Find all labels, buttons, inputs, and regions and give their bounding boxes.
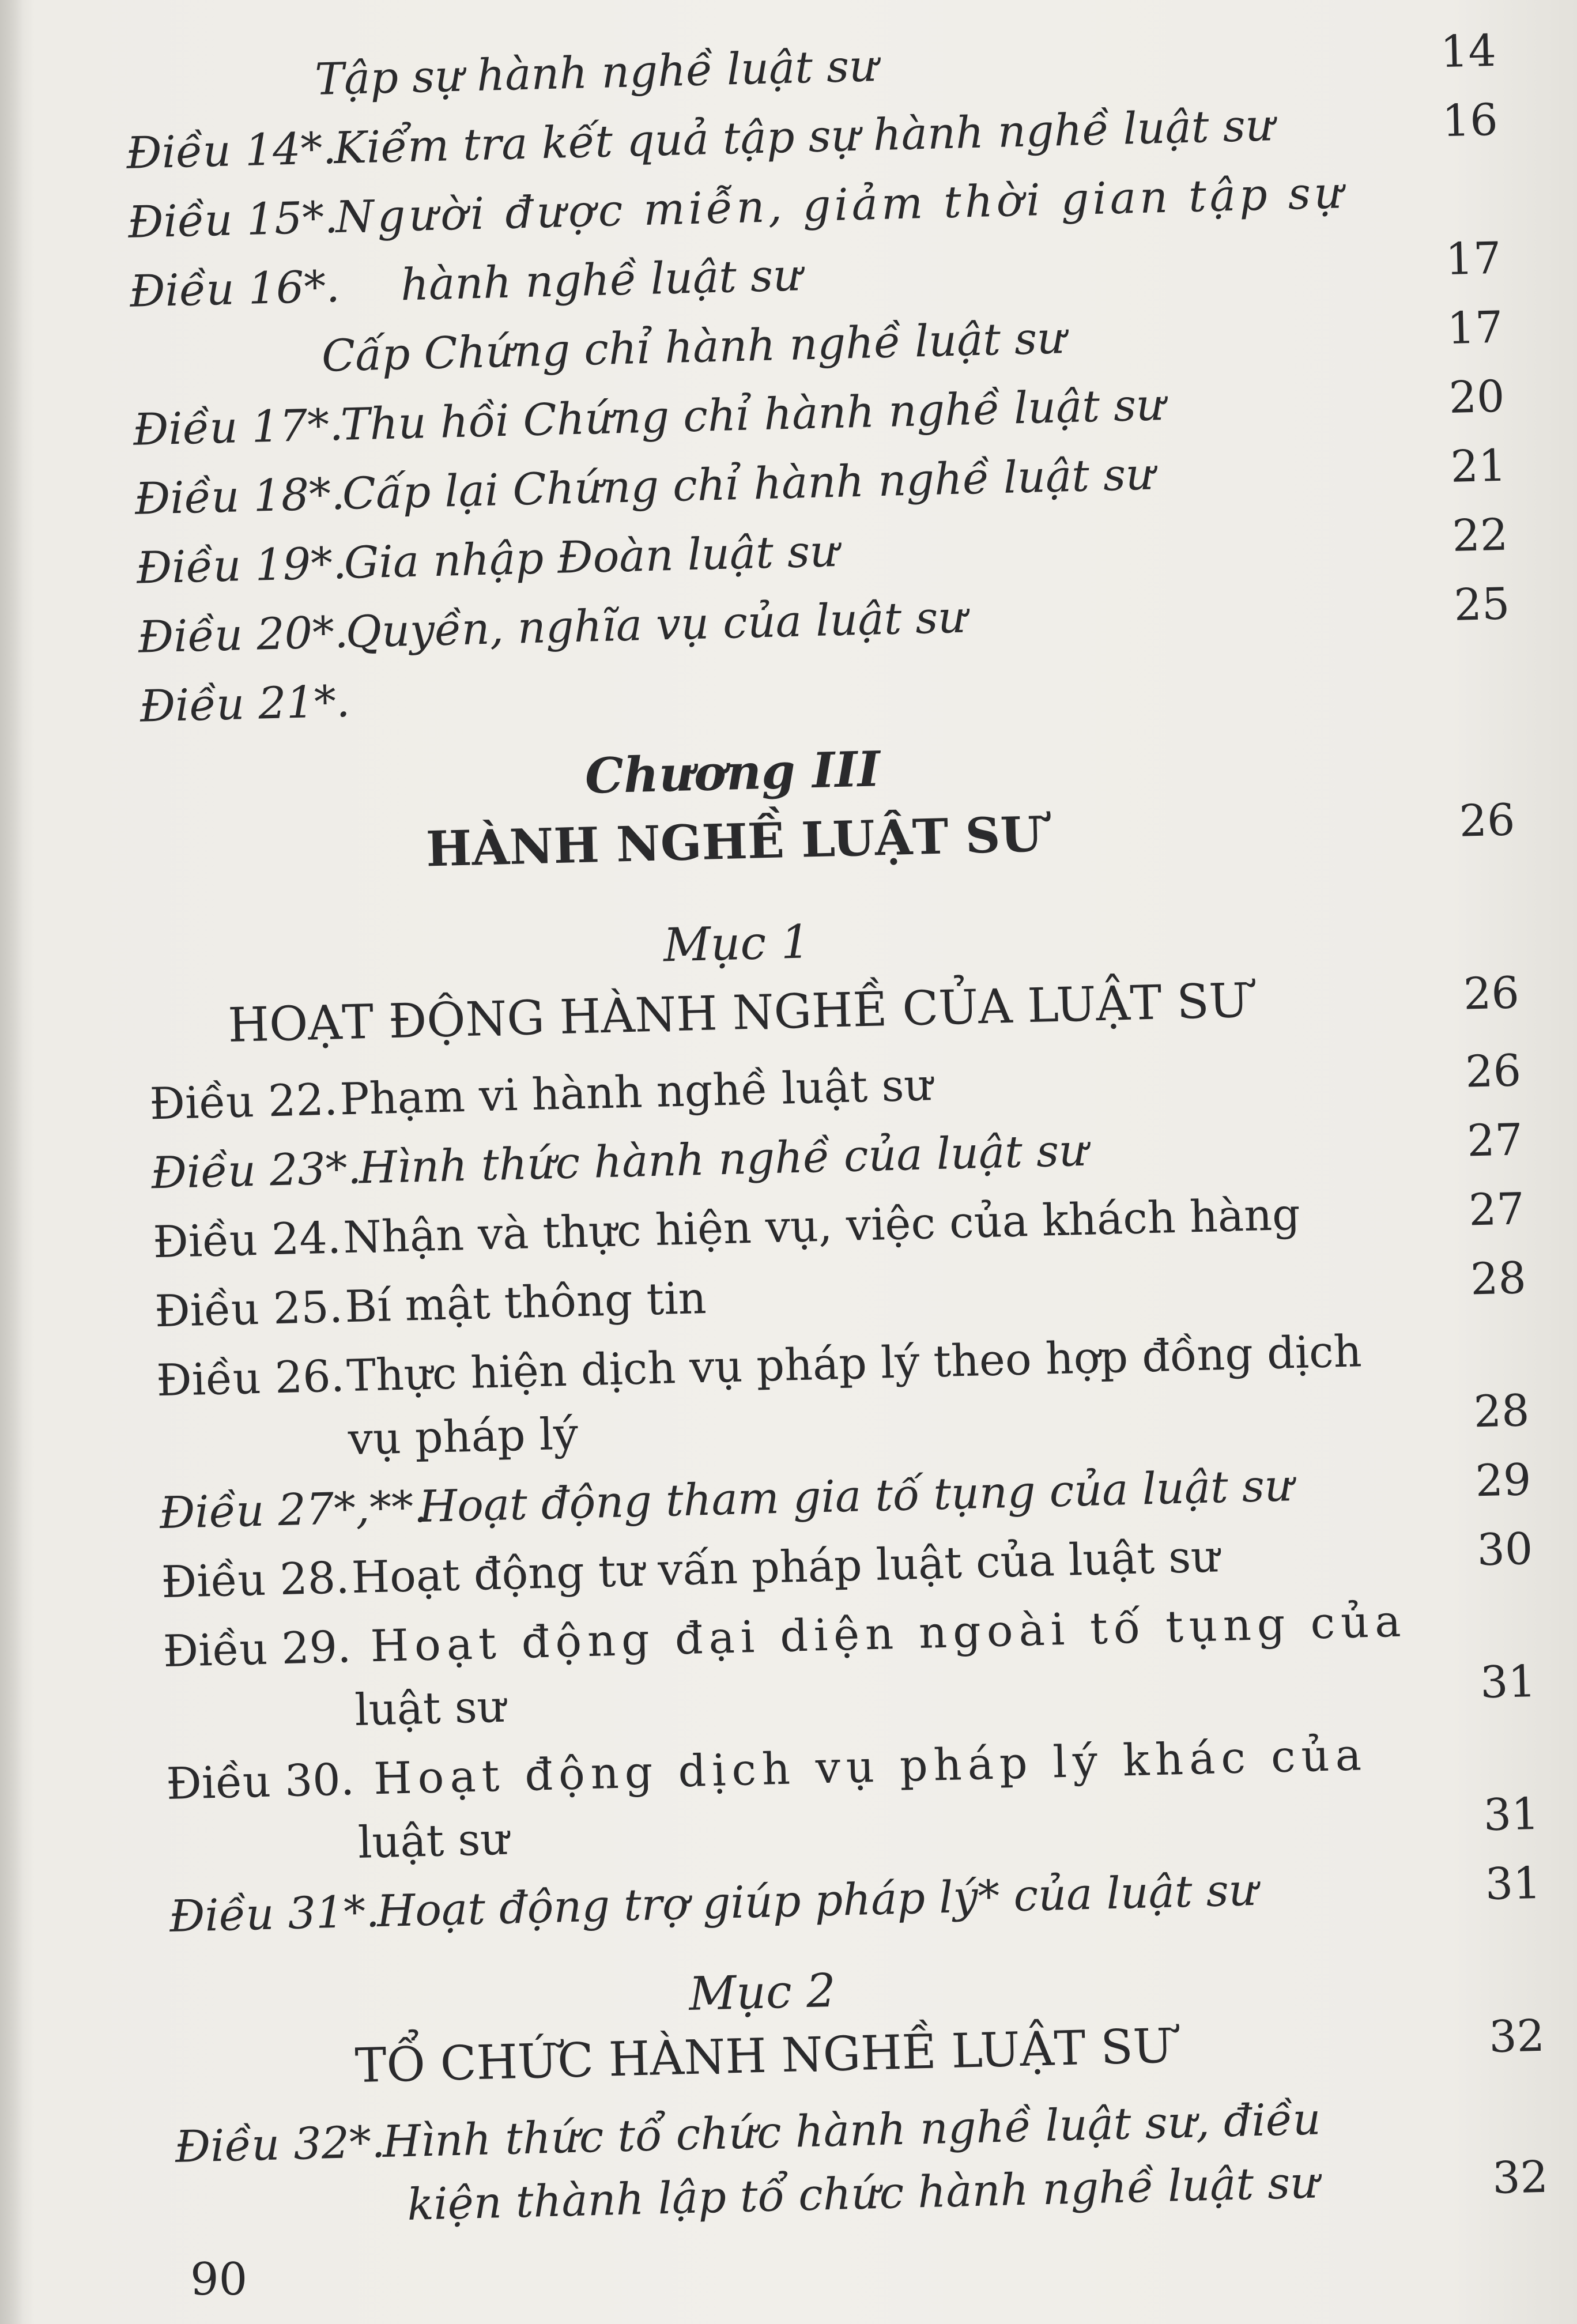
toc-entry-label: Điều 31*.	[169, 1885, 380, 1942]
toc-entry-page: 25	[1453, 578, 1511, 631]
toc-entry-page: 31	[1484, 1857, 1542, 1910]
toc-entry-text: Quyền, nghĩa vụ của luật sư	[345, 591, 967, 658]
toc-entry-page: 32	[1492, 2151, 1549, 2204]
toc-entry-label: Điều 16*.	[129, 260, 341, 317]
table-of-contents	[123, 0, 1550, 2291]
toc-entry-text: Phạm vi hành nghề luật sư	[339, 1059, 933, 1125]
toc-entry-text: Cấp lại Chứng chỉ hành nghề luật sư	[341, 448, 1155, 519]
toc-entry-text: luật sư	[354, 1680, 506, 1736]
toc-entry-text: Hình thức tổ chức hành nghề luật sư, điều	[382, 2093, 1322, 2168]
toc-entry-page: 22	[1451, 508, 1509, 561]
toc-entry-text: Hoạt động trợ giúp pháp lý* của luật sư	[376, 1863, 1258, 1937]
toc-entry	[124, 22, 1497, 105]
toc-entry-label: Điều 26.	[156, 1350, 345, 1406]
toc-entry	[175, 2085, 1548, 2176]
chapter-label: Chương III	[584, 740, 881, 805]
toc-entry-text: Bí mật thông tin	[344, 1272, 707, 1333]
toc-entry-page: 17	[1444, 232, 1502, 285]
toc-entry-page: 16	[1441, 93, 1499, 147]
toc-entry-text: Cấp Chứng chỉ hành nghề luật sư	[320, 312, 1066, 382]
toc-entry-text: kiện thành lập tổ chức hành nghề luật sư	[406, 2156, 1319, 2231]
toc-entry-label: Điều 15*.	[127, 191, 339, 248]
toc-entry-page: 26	[1465, 1044, 1522, 1097]
section-label: Mục 1	[662, 915, 811, 972]
toc-entry-label: Điều 32*.	[174, 2115, 386, 2172]
toc-entry-text: Kiểm tra kết quả tập sự hành nghề luật sư	[333, 99, 1274, 174]
toc-entry-text: Hoạt động tư vấn pháp luật của luật sư	[350, 1530, 1220, 1604]
toc-entry-text: Gia nhập Đoàn luật sư	[343, 525, 839, 588]
toc-entry-label: Điều 19*.	[135, 537, 348, 594]
toc-entry-text: Hoạt động tham gia tố tụng của luật sư	[418, 1459, 1293, 1533]
toc-entry-label: Điều 17*.	[132, 398, 344, 455]
section-title: TỔ CHỨC HÀNH NGHỀ LUẬT SƯ	[354, 2019, 1174, 2094]
chapter-title: HÀNH NGHỀ LUẬT SƯ	[425, 805, 1043, 878]
toc-entry-page: 28	[1473, 1384, 1530, 1438]
toc-entry-page: 27	[1468, 1183, 1525, 1236]
toc-entry-label: Điều 18*.	[134, 467, 346, 525]
toc-entry-label: Điều 22.	[149, 1073, 339, 1130]
toc-entry-label: Điều 28.	[160, 1552, 350, 1608]
toc-entry-text: hành nghề luật sư	[399, 249, 802, 311]
toc-entry-label: Điều 30.	[165, 1753, 355, 1810]
toc-entry-label: Điều 24.	[152, 1212, 342, 1268]
toc-entry-text: luật sư	[357, 1813, 510, 1868]
toc-entry-page: 14	[1439, 24, 1497, 78]
section-page: 32	[1488, 2009, 1545, 2063]
toc-entry-text: Thực hiện dịch vụ pháp lý theo hợp đồng dịch	[346, 1325, 1363, 1402]
toc-entry-label: Điều 27*,**.	[159, 1480, 428, 1539]
toc-entry-text: Hoạt động dịch vụ pháp lý khác của	[373, 1729, 1368, 1805]
toc-entry-label: Điều 25.	[154, 1281, 344, 1337]
section-label: Mục 2	[688, 1963, 837, 2021]
toc-entry-label: Điều 20*.	[137, 606, 349, 663]
section-page: 26	[1462, 967, 1520, 1020]
toc-entry-label: Điều 29.	[162, 1621, 352, 1677]
toc-entry-page: 27	[1466, 1114, 1523, 1167]
toc-entry-label: Điều 21*.	[139, 675, 351, 732]
toc-entry-text: Thu hồi Chứng chỉ hành nghề luật sư	[339, 379, 1165, 450]
toc-entry-page: 31	[1480, 1655, 1537, 1708]
toc-entry-text: Tập sự hành nghề luật sư	[314, 40, 878, 105]
toc-entry-page: 29	[1474, 1454, 1532, 1507]
chapter-page: 26	[1458, 794, 1516, 847]
toc-entry-text: Người được miễn, giảm thời gian tập sự	[335, 167, 1346, 243]
toc-entry-page: 17	[1446, 301, 1504, 354]
toc-entry-page: 30	[1476, 1523, 1534, 1576]
toc-entry-page: 31	[1482, 1787, 1540, 1841]
toc-entry-page: 21	[1450, 439, 1507, 492]
toc-entry-page: 28	[1469, 1252, 1527, 1305]
page-number: 90	[190, 2254, 248, 2306]
toc-entry-page: 20	[1448, 370, 1506, 423]
toc-entry-text: vụ pháp lý	[347, 1408, 579, 1465]
section-title: HOẠT ĐỘNG HÀNH NGHỀ CỦA LUẬT SƯ	[227, 973, 1250, 1054]
toc-entry-label: Điều 23*.	[150, 1142, 362, 1199]
toc-entry-text: Nhận và thực hiện vụ, việc của khách hàng	[342, 1188, 1301, 1263]
toc-entry-text: Hình thức hành nghề của luật sư	[358, 1124, 1088, 1194]
toc-entry-label: Điều 14*.	[126, 122, 337, 179]
toc-entry-text: Hoạt động đại diện ngoài tố tụng của	[369, 1595, 1408, 1672]
page-gutter-shadow	[0, 0, 23, 2324]
